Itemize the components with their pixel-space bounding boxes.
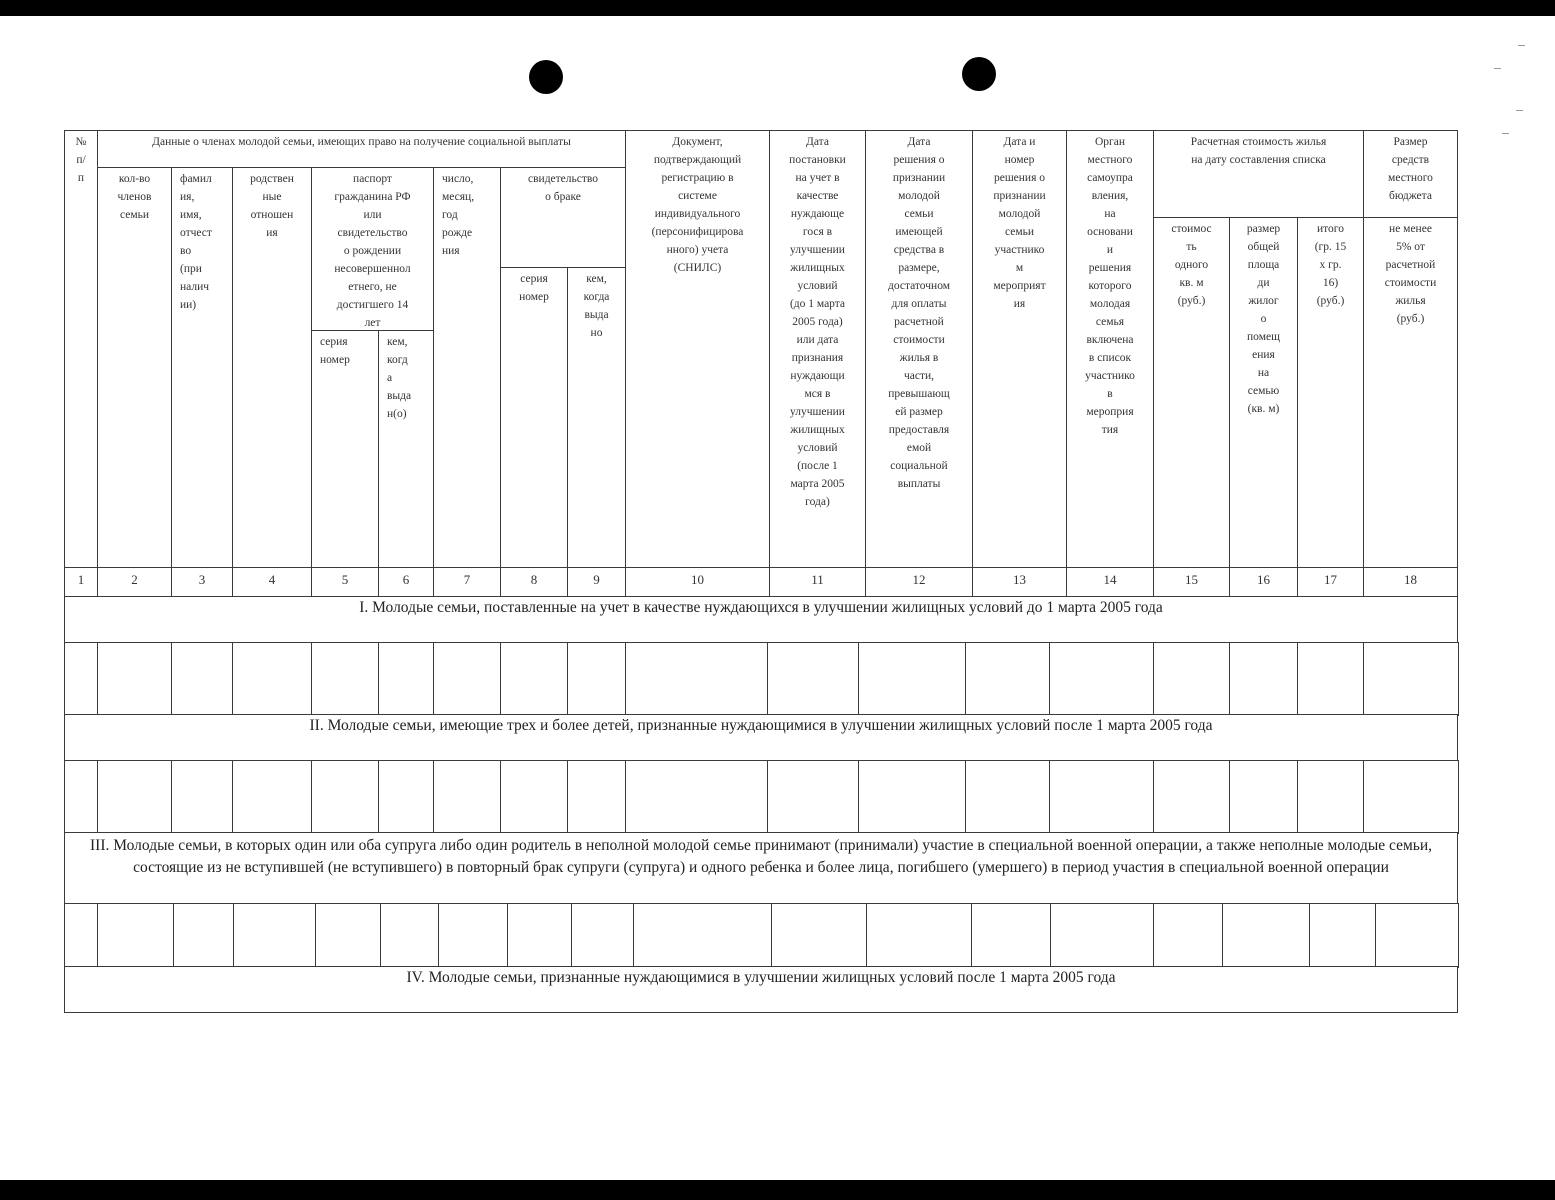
table-cell[interactable] xyxy=(433,760,501,834)
header-col-10: Документ, подтверждающий регистрацию в системе индивидуального (персонифицирова нного) учета (СНИЛС) xyxy=(625,130,770,568)
table-cell[interactable] xyxy=(1309,903,1376,968)
scan-speck xyxy=(1518,45,1525,46)
section-heading-1: I. Молодые семьи, поставленные на учет в качестве нуждающихся в улучшении жилищных условий до 1 марта 2005 года xyxy=(64,596,1458,643)
table-cell[interactable] xyxy=(97,903,174,968)
section-heading-3: III. Молодые семьи, в которых один или оба супруга либо один родитель в неполной молодой семье принимают (принимали) участие в специальной военной операции, а также неполные молодые семьи, состоящие из не вступившей (не вступившего) в повторный брак супруги (супруга) и одного ребенка и более лица, погибшего (умершего) в период участия в специальной военной операции xyxy=(64,832,1458,904)
scan-speck xyxy=(1494,68,1501,69)
scan-speck xyxy=(1502,133,1509,134)
table-cell[interactable] xyxy=(173,903,234,968)
header-col-11: Дата постановки на учет в качестве нуждающе гося в улучшении жилищных условий (до 1 марта 2005 года) или дата признания нуждающи мся в улучшении жилищных условий (после 1 марта 2005 года) xyxy=(769,130,866,568)
header-passport-group: паспорт гражданина РФ или свидетельство о рождении несовершеннол етнего, не достигшего 14 лет xyxy=(311,167,434,331)
scan-speck xyxy=(1516,110,1523,111)
column-number: 1 xyxy=(64,567,98,597)
column-number: 12 xyxy=(865,567,973,597)
column-number: 18 xyxy=(1363,567,1458,597)
header-col-6: кем, когд а выда н(о) xyxy=(378,330,434,568)
table-cell[interactable] xyxy=(767,760,859,834)
table-cell[interactable] xyxy=(858,760,966,834)
section-heading-4: IV. Молодые семьи, признанные нуждающимися в улучшении жилищных условий после 1 марта 2005 года xyxy=(64,966,1458,1013)
table-cell[interactable] xyxy=(97,760,172,834)
column-number: 5 xyxy=(311,567,379,597)
header-col-7: число, месяц, год рожде ния xyxy=(433,167,501,568)
table-cell[interactable] xyxy=(971,903,1051,968)
section-heading-2: II. Молодые семьи, имеющие трех и более детей, признанные нуждающимися в улучшении жилищных условий после 1 марта 2005 года xyxy=(64,714,1458,761)
punch-hole-right xyxy=(962,57,996,91)
table-cell[interactable] xyxy=(1229,760,1298,834)
column-number: 2 xyxy=(97,567,172,597)
table-cell[interactable] xyxy=(378,642,434,716)
header-marriage-group: свидетельство о браке xyxy=(500,167,626,268)
table-cell[interactable] xyxy=(633,903,772,968)
header-col-16: размер общей площа ди жилог о помещ ения на семью (кв. м) xyxy=(1229,217,1298,568)
table-cell[interactable] xyxy=(171,760,233,834)
table-cell[interactable] xyxy=(771,903,867,968)
table-cell[interactable] xyxy=(171,642,233,716)
table-cell[interactable] xyxy=(965,642,1050,716)
header-col-8: серия номер xyxy=(500,267,568,568)
table-cell[interactable] xyxy=(1229,642,1298,716)
table-cell[interactable] xyxy=(97,642,172,716)
table-cell[interactable] xyxy=(1375,903,1459,968)
header-group-members: Данные о членах молодой семьи, имеющих право на получение социальной выплаты xyxy=(97,130,626,168)
table-cell[interactable] xyxy=(232,760,312,834)
table-cell[interactable] xyxy=(767,642,859,716)
header-budget-group: Размер средств местного бюджета xyxy=(1363,130,1458,218)
table-cell[interactable] xyxy=(1363,760,1459,834)
table-cell[interactable] xyxy=(64,760,98,834)
table-cell[interactable] xyxy=(64,903,98,968)
header-col-2: кол-во членов семьи xyxy=(97,167,172,568)
table-cell[interactable] xyxy=(1153,760,1230,834)
column-number: 16 xyxy=(1229,567,1298,597)
column-number: 10 xyxy=(625,567,770,597)
header-col-15: стоимос ть одного кв. м (руб.) xyxy=(1153,217,1230,568)
table-cell[interactable] xyxy=(1297,642,1364,716)
header-col-3: фамил ия, имя, отчест во (при налич ии) xyxy=(171,167,233,568)
column-number: 9 xyxy=(567,567,626,597)
header-cost-group: Расчетная стоимость жилья на дату составления списка xyxy=(1153,130,1364,218)
table-cell[interactable] xyxy=(64,642,98,716)
table-cell[interactable] xyxy=(866,903,972,968)
table-cell[interactable] xyxy=(1222,903,1310,968)
table-cell[interactable] xyxy=(507,903,572,968)
column-number: 6 xyxy=(378,567,434,597)
column-number: 17 xyxy=(1297,567,1364,597)
table-cell[interactable] xyxy=(500,760,568,834)
column-number: 15 xyxy=(1153,567,1230,597)
scan-top-border xyxy=(0,0,1555,16)
header-col-18: не менее 5% от расчетной стоимости жилья (руб.) xyxy=(1363,217,1458,568)
header-col-14: Орган местного самоупра вления, на основани и решения которого молодая семья включена в список участнико в мероприя тия xyxy=(1066,130,1154,568)
table-cell[interactable] xyxy=(858,642,966,716)
header-col-1: № п/ п xyxy=(64,130,98,568)
table-cell[interactable] xyxy=(1049,760,1154,834)
header-col-17: итого (гр. 15 х гр. 16) (руб.) xyxy=(1297,217,1364,568)
table-cell[interactable] xyxy=(1050,903,1154,968)
header-col-4: родствен ные отношен ия xyxy=(232,167,312,568)
table-cell[interactable] xyxy=(311,760,379,834)
table-cell[interactable] xyxy=(567,642,626,716)
header-col-5: серия номер xyxy=(311,330,379,568)
column-number: 7 xyxy=(433,567,501,597)
header-col-12: Дата решения о признании молодой семьи имеющей средства в размере, достаточном для оплаты расчетной стоимости жилья в части, превышающ ей размер предоставля емой социальной выплаты xyxy=(865,130,973,568)
table-cell[interactable] xyxy=(1153,642,1230,716)
table-cell[interactable] xyxy=(232,642,312,716)
scan-bottom-border xyxy=(0,1180,1555,1200)
table-cell[interactable] xyxy=(380,903,439,968)
table-cell[interactable] xyxy=(965,760,1050,834)
table-cell[interactable] xyxy=(1297,760,1364,834)
table-cell[interactable] xyxy=(315,903,381,968)
table-cell[interactable] xyxy=(625,642,768,716)
table-cell[interactable] xyxy=(438,903,508,968)
table-cell[interactable] xyxy=(567,760,626,834)
table-cell[interactable] xyxy=(378,760,434,834)
column-number: 3 xyxy=(171,567,233,597)
table-cell[interactable] xyxy=(571,903,634,968)
table-cell[interactable] xyxy=(1363,642,1459,716)
column-number: 11 xyxy=(769,567,866,597)
punch-hole-left xyxy=(529,60,563,94)
table-cell[interactable] xyxy=(1049,642,1154,716)
table-cell[interactable] xyxy=(1153,903,1223,968)
table-cell[interactable] xyxy=(433,642,501,716)
header-col-13: Дата и номер решения о признании молодой семьи участнико м мероприят ия xyxy=(972,130,1067,568)
table-cell[interactable] xyxy=(233,903,316,968)
column-number: 4 xyxy=(232,567,312,597)
header-col-9: кем, когда выда но xyxy=(567,267,626,568)
table-cell[interactable] xyxy=(625,760,768,834)
column-number: 13 xyxy=(972,567,1067,597)
table-cell[interactable] xyxy=(311,642,379,716)
column-number: 14 xyxy=(1066,567,1154,597)
table-cell[interactable] xyxy=(500,642,568,716)
column-number: 8 xyxy=(500,567,568,597)
